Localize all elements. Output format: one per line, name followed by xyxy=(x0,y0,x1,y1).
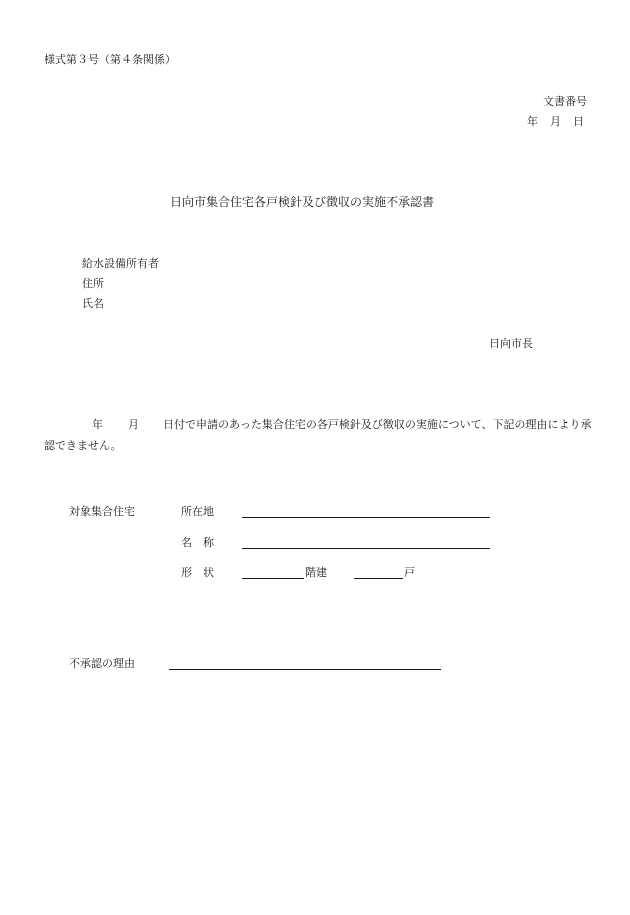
units-blank-line xyxy=(354,578,403,579)
name-blank-line xyxy=(242,548,490,549)
document-title: 日向市集合住宅各戸検針及び徴収の実施不承認書 xyxy=(170,195,435,209)
reason-label: 不承認の理由 xyxy=(69,657,135,670)
body-text: 日付で申請のあった集合住宅の各戸検針及び徴収の実施について、下記の理由により承認できません。 xyxy=(44,418,592,452)
floors-suffix: 階建 xyxy=(305,566,327,579)
target-housing-label: 対象集合住宅 xyxy=(69,505,135,518)
units-suffix: 戸 xyxy=(404,566,415,579)
date-month-label: 月 xyxy=(550,115,561,128)
date-line xyxy=(527,116,584,127)
shape-label: 形 状 xyxy=(181,566,214,579)
body-month-label: 月 xyxy=(128,418,139,431)
location-label: 所在地 xyxy=(181,505,214,518)
form-reference: 様式第３号（第４条関係） xyxy=(44,53,176,66)
body-year-label: 年 xyxy=(92,418,103,431)
issuer: 日向市長 xyxy=(489,337,533,350)
addressee-name-label: 氏名 xyxy=(82,297,104,310)
addressee-address-label: 住所 xyxy=(82,277,104,290)
document-number-label: 文書番号 xyxy=(543,95,587,108)
addressee-heading: 給水設備所有者 xyxy=(82,257,159,270)
reason-blank-line xyxy=(169,669,441,670)
date-day-label: 日 xyxy=(573,115,584,128)
body-paragraph xyxy=(44,414,592,456)
location-blank-line xyxy=(242,517,490,518)
name-label: 名 称 xyxy=(181,536,214,549)
date-year-label: 年 xyxy=(527,115,538,128)
floors-blank-line xyxy=(242,578,304,579)
